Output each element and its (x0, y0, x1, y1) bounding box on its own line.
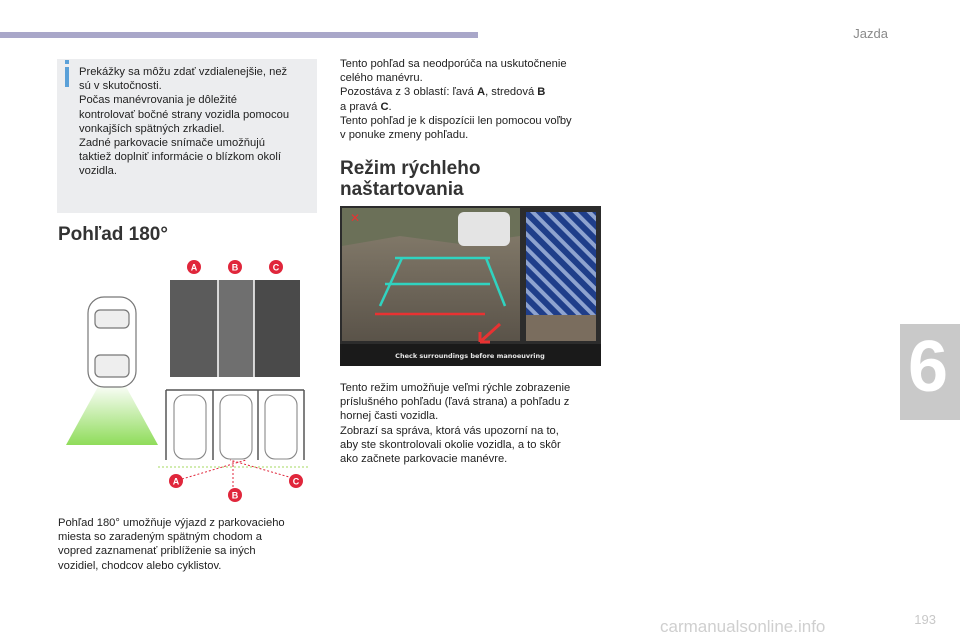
camera-image (340, 206, 601, 366)
intro-segment: C (380, 100, 389, 113)
intro-segment: . Tento pohľad je k dispozícii len pomocou voľby v ponuke zmeny pohľadu. (340, 100, 572, 142)
badge-a-top: A (190, 262, 198, 273)
intro-segment: , stredová (485, 86, 538, 99)
camera-screen (340, 206, 601, 366)
info-icon (65, 60, 69, 64)
info-note (57, 59, 317, 213)
screen-message: Check surroundings before manoeuvring (395, 352, 545, 360)
intro-segment: A (476, 86, 486, 99)
heading-180-view: Pohľad 180° (58, 224, 168, 245)
close-icon[interactable]: ✕ (350, 211, 361, 225)
badge-a-bottom: A (172, 476, 180, 487)
watermark: carmanualsonline.info (660, 617, 826, 636)
top-accent-bar (0, 32, 478, 38)
intro-segment: Tento pohľad sa neodporúča na uskutočnenie celého manévru. Pozostáva z 3 oblastí: ľavá (340, 58, 567, 99)
intro-segment: a pravá (340, 100, 378, 113)
badge-b-top: B (231, 262, 239, 273)
badge-b-bottom: B (231, 490, 239, 501)
sensor-cone (66, 383, 158, 445)
zone-fan-lines (182, 460, 296, 487)
chapter-number: 6 (908, 327, 949, 407)
quick-start-paragraph: Tento režim umožňuje veľmi rýchle zobrazenie príslušného pohľadu (ľavá strana) a pohľadu z hornej časti vozidla. Zobrazí sa správa, ktorá vás upozorní na to, aby ste skontrolovali okolie vozidla, a to skôr ako začnete parkovacie manévre. (340, 382, 571, 466)
heading-quick-start: Režim rýchleho naštartovania (340, 158, 481, 200)
intro-segment: B (537, 86, 546, 99)
chapter-tab[interactable] (900, 324, 960, 420)
caption-180-view: Pohľad 180° umožňuje výjazd z parkovacieho miesta so zaradeným spätným chodom a vopred zaznamenať priblíženie sa iných vozidiel, chodcov alebo cyklistov. (58, 517, 285, 572)
intro-paragraph (340, 57, 605, 142)
badge-c-bottom: C (292, 476, 300, 487)
parked-van (458, 212, 510, 246)
car-top-view (88, 297, 136, 387)
zone-badges-bottom (169, 474, 303, 502)
illustration-180-view (58, 255, 318, 510)
info-note-text: Prekážky sa môžu zdať vzdialenejšie, než sú v skutočnosti. Počas manévrovania je dôležité kontrolovať bočné strany vozidla pomocou vonkajších spätných zrkadiel. Zadné parkovacie snímače umožňujú taktiež doplniť informácie o blízkom okolí vozidla. (79, 66, 290, 178)
info-icon-bar (65, 67, 69, 87)
badge-c-top: C (272, 262, 280, 273)
camera-view-panels (170, 280, 300, 377)
section-label: Jazda (853, 26, 888, 41)
parked-cars (174, 395, 297, 459)
zone-badges-top (187, 260, 283, 274)
page-number: 193 (914, 612, 936, 627)
top-view-hatched (526, 212, 596, 315)
top-view-ground (526, 315, 596, 341)
